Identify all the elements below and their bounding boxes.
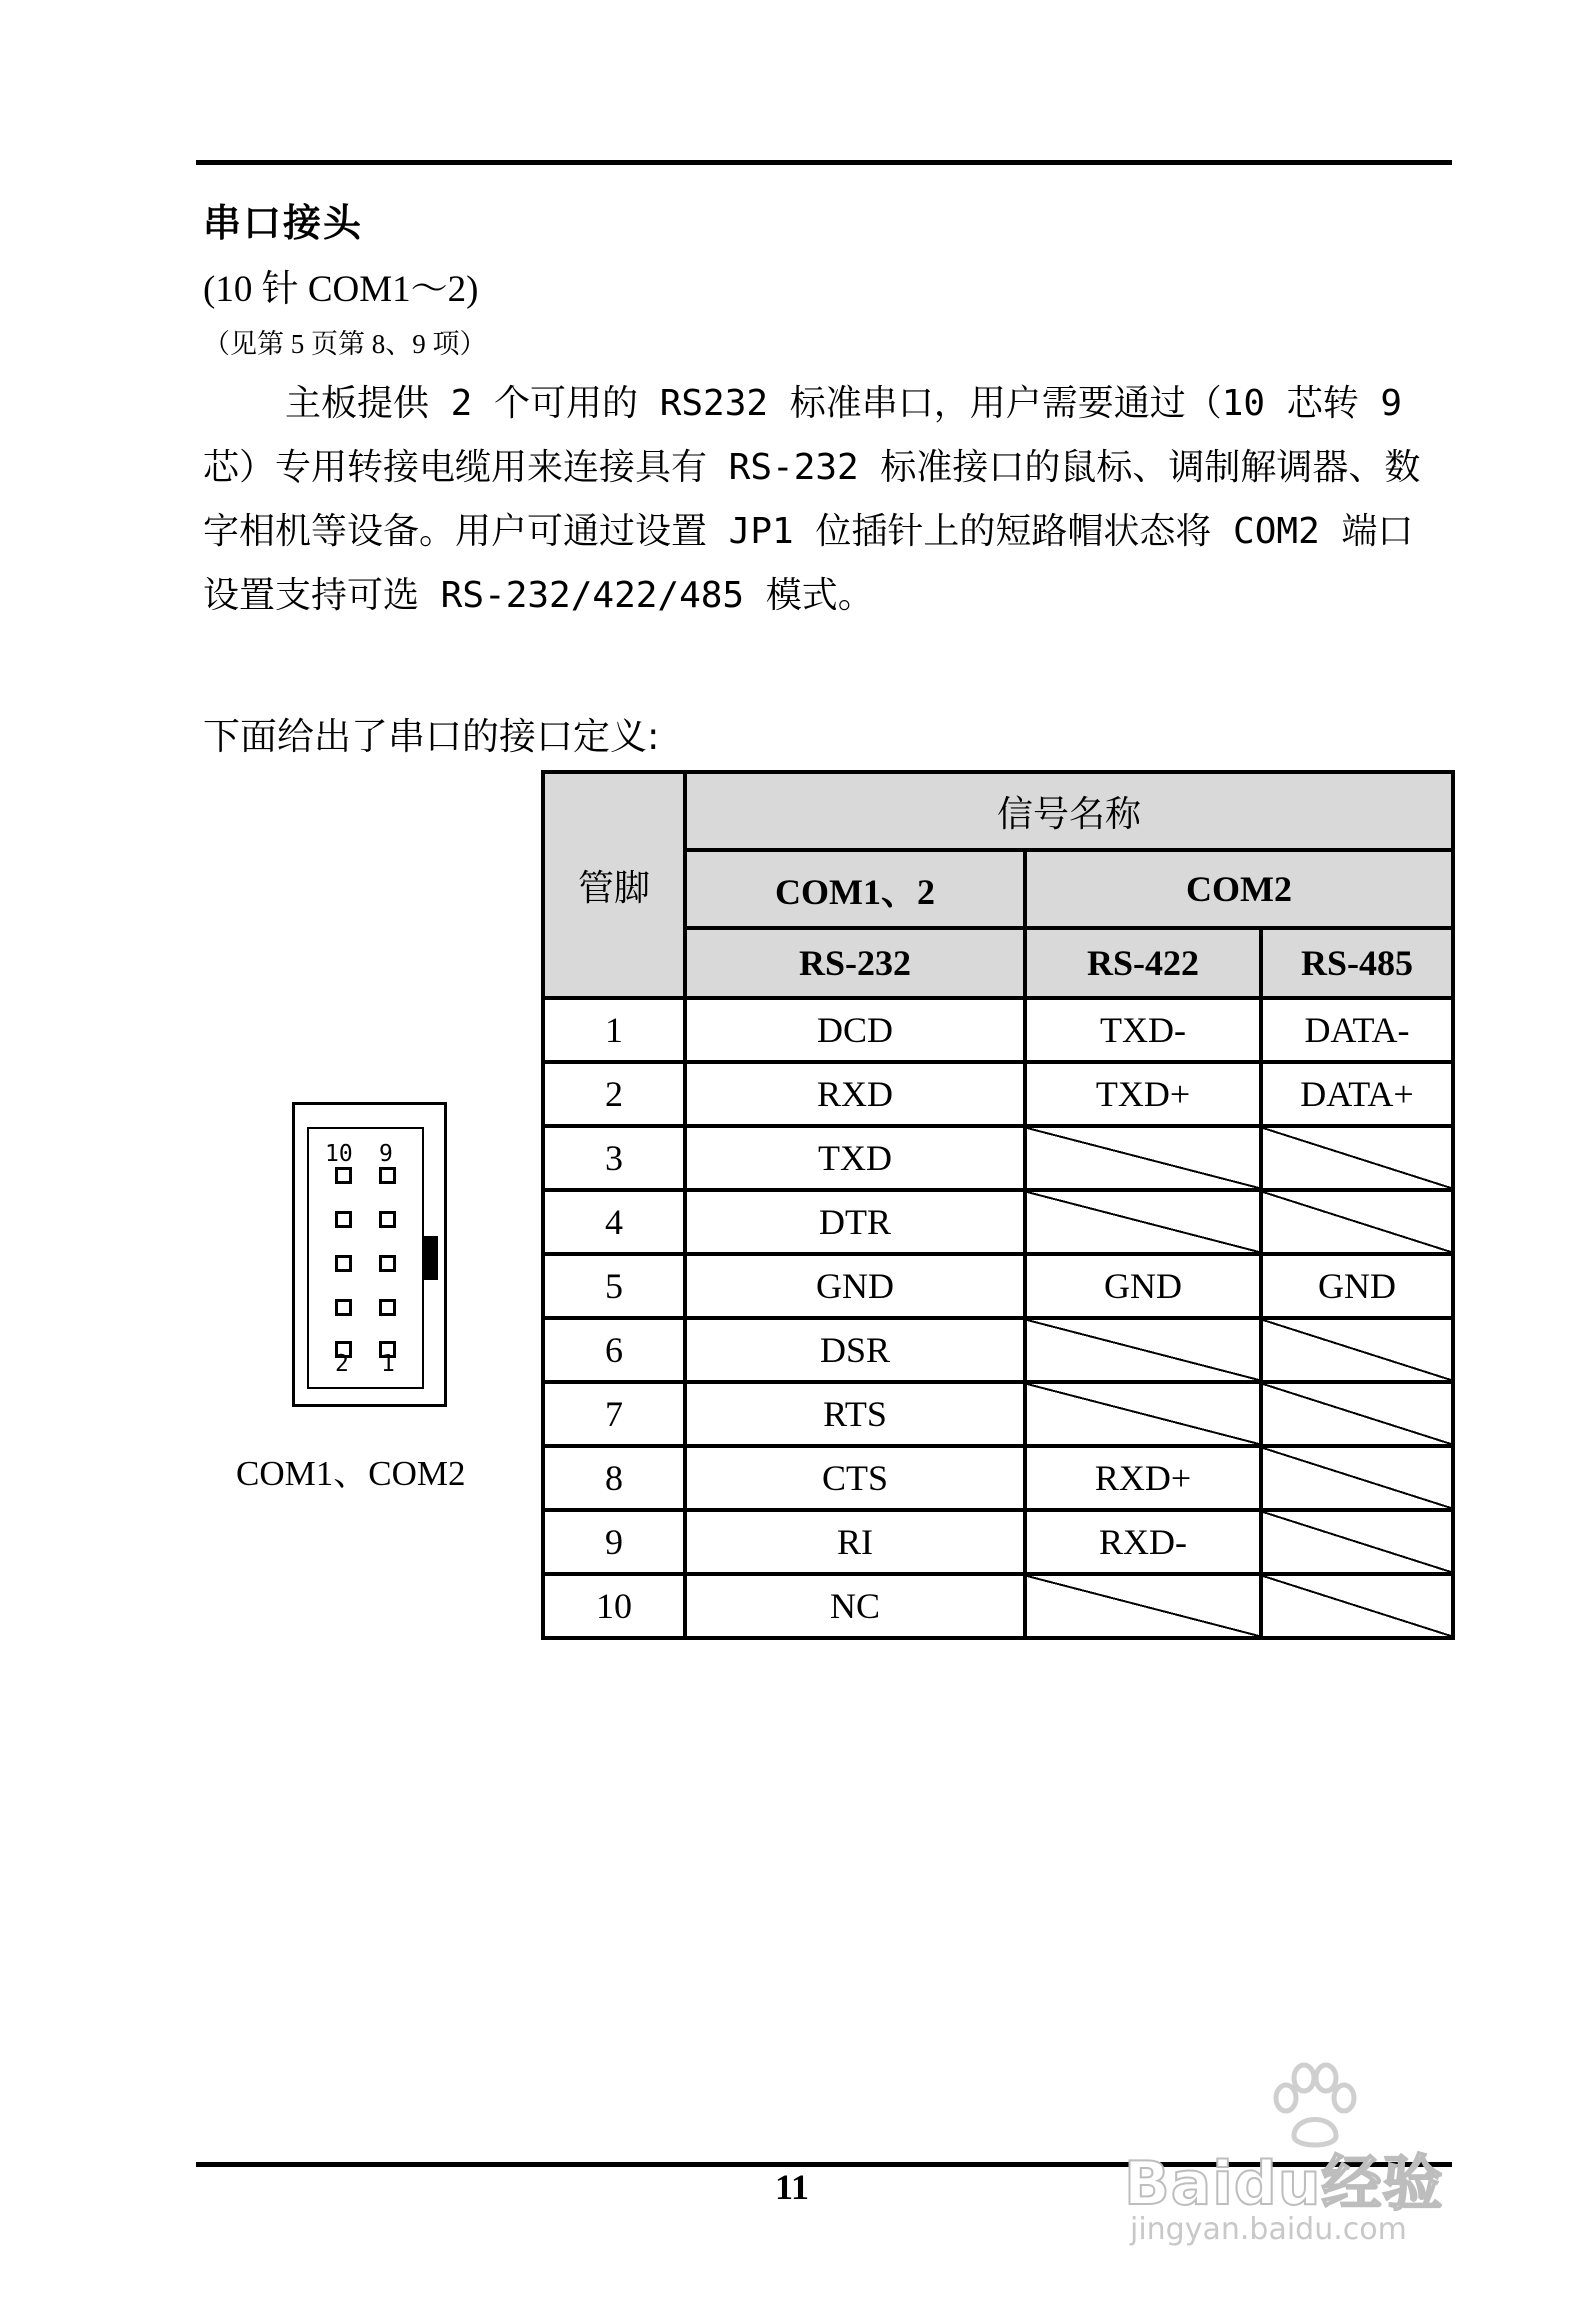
cell-pin: 9 xyxy=(543,1510,685,1574)
table-row xyxy=(543,1510,1453,1574)
cell-pin: 4 xyxy=(543,1190,685,1254)
cell-rs422: TXD- xyxy=(1025,998,1261,1062)
cell-rs422: RXD- xyxy=(1025,1510,1261,1574)
pin-label-1: 1 xyxy=(381,1351,395,1377)
watermark xyxy=(1124,2062,1480,2262)
table-row xyxy=(543,998,1453,1062)
table-row xyxy=(543,1382,1453,1446)
table-intro: 下面给出了串口的接口定义: xyxy=(203,715,660,758)
cell-rs422: GND xyxy=(1025,1254,1261,1318)
cell-empty-slash xyxy=(1261,1190,1453,1254)
pin-square xyxy=(335,1211,352,1228)
cell-empty-slash xyxy=(1261,1510,1453,1574)
cell-empty-slash xyxy=(1025,1126,1261,1190)
table-row xyxy=(543,1574,1453,1638)
table-row xyxy=(543,1318,1453,1382)
cell-pin: 7 xyxy=(543,1382,685,1446)
cell-pin: 2 xyxy=(543,1062,685,1126)
header-signal-name: 信号名称 xyxy=(685,772,1453,850)
header-com2: COM2 xyxy=(1025,850,1453,928)
cell-rs422: TXD+ xyxy=(1025,1062,1261,1126)
description-paragraph xyxy=(203,372,1428,628)
top-rule xyxy=(196,160,1452,165)
connector-diagram xyxy=(292,1102,447,1407)
cell-empty-slash xyxy=(1025,1574,1261,1638)
cell-rs485: GND xyxy=(1261,1254,1453,1318)
cell-empty-slash xyxy=(1261,1126,1453,1190)
cell-rs232: NC xyxy=(685,1574,1025,1638)
watermark-url: jingyan.baidu.com xyxy=(1130,2212,1407,2247)
cell-pin: 8 xyxy=(543,1446,685,1510)
cell-rs232: CTS xyxy=(685,1446,1025,1510)
header-rs485: RS-485 xyxy=(1261,928,1453,998)
header-com1-2: COM1、2 xyxy=(685,850,1025,928)
cell-rs232: DCD xyxy=(685,998,1025,1062)
cell-empty-slash xyxy=(1261,1318,1453,1382)
table-row xyxy=(543,1254,1453,1318)
header-rs422: RS-422 xyxy=(1025,928,1261,998)
cell-empty-slash xyxy=(1025,1382,1261,1446)
cell-pin: 1 xyxy=(543,998,685,1062)
cell-rs485: DATA+ xyxy=(1261,1062,1453,1126)
cell-rs232: DSR xyxy=(685,1318,1025,1382)
cell-empty-slash xyxy=(1261,1574,1453,1638)
connector-key-notch xyxy=(424,1236,438,1280)
pin-square xyxy=(379,1255,396,1272)
cell-empty-slash xyxy=(1025,1318,1261,1382)
pin-label-9: 9 xyxy=(379,1141,393,1167)
pin-square xyxy=(379,1299,396,1316)
cell-pin: 3 xyxy=(543,1126,685,1190)
cell-rs232: GND xyxy=(685,1254,1025,1318)
cell-pin: 6 xyxy=(543,1318,685,1382)
section-title: 串口接头 xyxy=(203,201,364,245)
header-pin: 管脚 xyxy=(543,772,685,998)
pin-square xyxy=(335,1299,352,1316)
cell-rs422: RXD+ xyxy=(1025,1446,1261,1510)
table-row xyxy=(543,1062,1453,1126)
table-row xyxy=(543,1190,1453,1254)
cell-empty-slash xyxy=(1261,1382,1453,1446)
cell-rs232: RI xyxy=(685,1510,1025,1574)
page-number: 11 xyxy=(774,2167,809,2207)
connector-inner-frame xyxy=(307,1127,424,1389)
pin-square xyxy=(379,1167,396,1184)
description-text: 主板提供 2 个可用的 RS232 标准串口，用户需要通过（10 芯转 9 芯）专用转接电缆用来连接具有 RS-232 标准接口的鼠标、调制解调器、数字相机等设备。用户可通过设置 JP1 位插针上的短路帽状态将 COM2 端口设置支持可选 RS-232/422/485 模式。 xyxy=(203,383,1421,616)
header-rs232: RS-232 xyxy=(685,928,1025,998)
pin-definition-table xyxy=(541,770,1455,1640)
cell-rs485: DATA- xyxy=(1261,998,1453,1062)
cell-empty-slash xyxy=(1025,1190,1261,1254)
table-row xyxy=(543,1126,1453,1190)
table-row xyxy=(543,1446,1453,1510)
cell-rs232: DTR xyxy=(685,1190,1025,1254)
pin-square xyxy=(379,1211,396,1228)
cell-pin: 5 xyxy=(543,1254,685,1318)
pin-square xyxy=(335,1167,352,1184)
cell-pin: 10 xyxy=(543,1574,685,1638)
cell-rs232: RXD xyxy=(685,1062,1025,1126)
pin-label-10: 10 xyxy=(325,1141,353,1167)
pin-label-2: 2 xyxy=(335,1351,349,1377)
cell-rs232: RTS xyxy=(685,1382,1025,1446)
section-note: （见第 5 页第 8、9 项） xyxy=(203,329,487,359)
watermark-brand: Baidu经验 xyxy=(1124,2149,1444,2219)
cell-empty-slash xyxy=(1261,1446,1453,1510)
section-subtitle: (10 针 COM1～2) xyxy=(203,269,479,310)
cell-rs232: TXD xyxy=(685,1126,1025,1190)
connector-caption: COM1、COM2 xyxy=(236,1454,466,1493)
pin-square xyxy=(335,1255,352,1272)
